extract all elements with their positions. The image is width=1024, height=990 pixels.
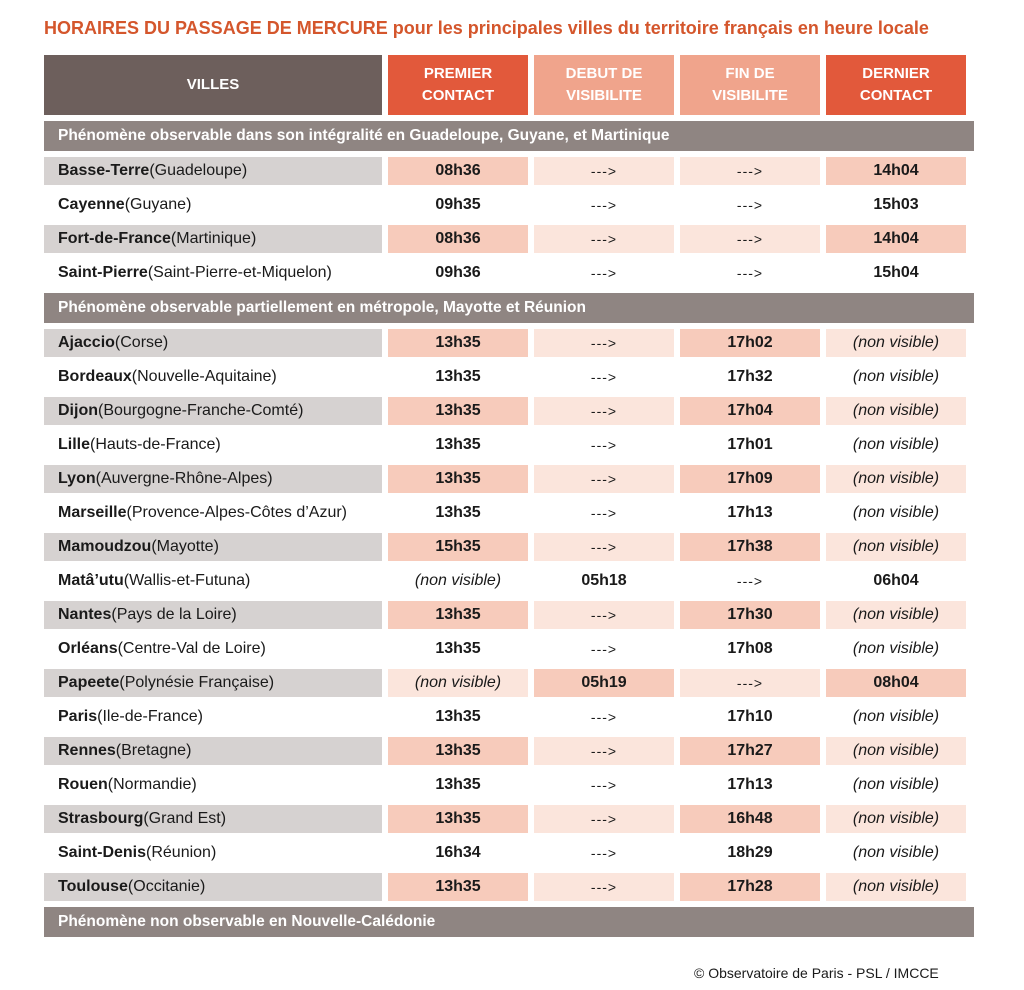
city-cell — [44, 465, 382, 493]
city-cell — [44, 259, 382, 287]
debut-visibilite-cell — [534, 465, 674, 493]
cell-value: ---> — [590, 437, 618, 453]
table-row — [44, 465, 974, 493]
cell-value: (non visible) — [852, 606, 940, 623]
debut-visibilite-cell — [534, 669, 674, 697]
city-region: (Wallis-et-Futuna) — [123, 572, 251, 589]
city-region: (Normandie) — [107, 776, 197, 793]
city-region: (Occitanie) — [127, 878, 206, 895]
fin-visibilite-cell — [680, 567, 820, 595]
city-region: (Martinique) — [170, 230, 257, 247]
fin-visibilite-cell — [680, 771, 820, 799]
cell-value: 05h18 — [581, 572, 627, 589]
fin-visibilite-cell — [680, 157, 820, 185]
cell-value: 13h35 — [435, 368, 481, 385]
dernier-contact-cell — [826, 737, 966, 765]
cell-value: 15h35 — [435, 538, 481, 555]
premier-contact-cell — [388, 703, 528, 731]
cell-value: 13h35 — [435, 436, 481, 453]
premier-contact-cell — [388, 805, 528, 833]
city-cell — [44, 635, 382, 663]
cell-value: 14h04 — [873, 230, 919, 247]
cell-value: 13h35 — [435, 334, 481, 351]
cell-value: 13h35 — [435, 606, 481, 623]
city-name: Nantes — [58, 606, 112, 623]
debut-visibilite-cell — [534, 191, 674, 219]
debut-visibilite-cell — [534, 567, 674, 595]
cell-value: 13h35 — [435, 742, 481, 759]
table-row — [44, 225, 974, 253]
city-cell — [44, 567, 382, 595]
header-premier-contact: PREMIER CONTACT — [388, 55, 528, 115]
copyright-footer: © Observatoire de Paris - PSL / IMCCE — [694, 965, 939, 981]
table-header — [44, 55, 974, 115]
table-row — [44, 703, 974, 731]
cell-value: 17h10 — [727, 708, 773, 725]
fin-visibilite-cell — [680, 431, 820, 459]
premier-contact-cell — [388, 397, 528, 425]
cell-value: ---> — [590, 163, 618, 179]
cell-value: 09h36 — [435, 264, 481, 281]
dernier-contact-cell — [826, 533, 966, 561]
city-name: Mamoudzou — [58, 538, 152, 555]
cell-value: 06h04 — [873, 572, 919, 589]
section-header: Phénomène observable partiellement en métropole, Mayotte et Réunion — [44, 293, 974, 323]
city-region: (Grand Est) — [143, 810, 227, 827]
cell-value: (non visible) — [852, 742, 940, 759]
city-cell — [44, 669, 382, 697]
section-header: Phénomène non observable en Nouvelle-Calédonie — [44, 907, 974, 937]
cell-value: ---> — [736, 163, 764, 179]
premier-contact-cell — [388, 873, 528, 901]
cell-value: (non visible) — [852, 810, 940, 827]
cell-value: 17h38 — [727, 538, 773, 555]
cell-value: ---> — [590, 335, 618, 351]
debut-visibilite-cell — [534, 499, 674, 527]
fin-visibilite-cell — [680, 225, 820, 253]
premier-contact-cell — [388, 567, 528, 595]
dernier-contact-cell — [826, 191, 966, 219]
cell-value: (non visible) — [852, 776, 940, 793]
fin-visibilite-cell — [680, 465, 820, 493]
cell-value: ---> — [590, 811, 618, 827]
debut-visibilite-cell — [534, 397, 674, 425]
fin-visibilite-cell — [680, 703, 820, 731]
title-subtitle: pour les principales villes du territoire français en heure locale — [387, 18, 929, 38]
city-name: Paris — [58, 708, 98, 725]
city-region: (Mayotte) — [151, 538, 219, 555]
debut-visibilite-cell — [534, 635, 674, 663]
city-cell — [44, 329, 382, 357]
cell-value: ---> — [590, 607, 618, 623]
debut-visibilite-cell — [534, 225, 674, 253]
premier-contact-cell — [388, 669, 528, 697]
city-name: Ajaccio — [58, 334, 115, 351]
premier-contact-cell — [388, 363, 528, 391]
cell-value: 17h13 — [727, 776, 773, 793]
dernier-contact-cell — [826, 873, 966, 901]
cell-value: 08h04 — [873, 674, 919, 691]
cell-value: ---> — [736, 573, 764, 589]
header-villes: VILLES — [44, 55, 382, 115]
cell-value: ---> — [736, 265, 764, 281]
premier-contact-cell — [388, 191, 528, 219]
premier-contact-cell — [388, 771, 528, 799]
cell-value: 13h35 — [435, 640, 481, 657]
fin-visibilite-cell — [680, 635, 820, 663]
dernier-contact-cell — [826, 567, 966, 595]
city-cell — [44, 191, 382, 219]
city-cell — [44, 703, 382, 731]
cell-value: (non visible) — [852, 436, 940, 453]
cell-value: ---> — [590, 505, 618, 521]
dernier-contact-cell — [826, 225, 966, 253]
fin-visibilite-cell — [680, 259, 820, 287]
premier-contact-cell — [388, 601, 528, 629]
table-row — [44, 157, 974, 185]
fin-visibilite-cell — [680, 397, 820, 425]
debut-visibilite-cell — [534, 737, 674, 765]
cell-value: ---> — [736, 197, 764, 213]
city-region: (Saint-Pierre-et-Miquelon) — [147, 264, 332, 281]
table-row — [44, 601, 974, 629]
city-region: (Bourgogne-Franche-Comté) — [98, 402, 304, 419]
dernier-contact-cell — [826, 465, 966, 493]
city-cell — [44, 601, 382, 629]
city-region: (Réunion) — [146, 844, 217, 861]
premier-contact-cell — [388, 259, 528, 287]
dernier-contact-cell — [826, 601, 966, 629]
cell-value: 16h48 — [727, 810, 773, 827]
premier-contact-cell — [388, 157, 528, 185]
dernier-contact-cell — [826, 397, 966, 425]
cell-value: ---> — [736, 231, 764, 247]
cell-value: 08h36 — [435, 230, 481, 247]
premier-contact-cell — [388, 533, 528, 561]
cell-value: ---> — [590, 879, 618, 895]
cell-value: 17h32 — [727, 368, 773, 385]
cell-value: (non visible) — [852, 538, 940, 555]
header-dernier-contact: DERNIER CONTACT — [826, 55, 966, 115]
cell-value: ---> — [590, 265, 618, 281]
cell-value: ---> — [590, 471, 618, 487]
city-region: (Polynésie Française) — [119, 674, 275, 691]
cell-value: 17h27 — [727, 742, 773, 759]
cell-value: (non visible) — [852, 708, 940, 725]
cell-value: 16h34 — [435, 844, 481, 861]
table-row — [44, 567, 974, 595]
cell-value: 17h30 — [727, 606, 773, 623]
debut-visibilite-cell — [534, 157, 674, 185]
dernier-contact-cell — [826, 259, 966, 287]
city-name: Basse-Terre — [58, 162, 150, 179]
table-row — [44, 431, 974, 459]
fin-visibilite-cell — [680, 873, 820, 901]
cell-value: 17h02 — [727, 334, 773, 351]
cell-value: 09h35 — [435, 196, 481, 213]
cell-value: 17h08 — [727, 640, 773, 657]
fin-visibilite-cell — [680, 533, 820, 561]
title-main: HORAIRES DU PASSAGE DE MERCURE — [44, 18, 388, 38]
premier-contact-cell — [388, 839, 528, 867]
city-name: Orléans — [58, 640, 118, 657]
city-name: Fort-de-France — [58, 230, 171, 247]
city-name: Rennes — [58, 742, 116, 759]
debut-visibilite-cell — [534, 703, 674, 731]
city-name: Saint-Denis — [58, 844, 147, 861]
city-region: (Bretagne) — [115, 742, 192, 759]
table-row — [44, 363, 974, 391]
city-name: Rouen — [58, 776, 108, 793]
cell-value: (non visible) — [852, 334, 940, 351]
cell-value: 15h04 — [873, 264, 919, 281]
city-name: Strasbourg — [58, 810, 144, 827]
cell-value: 13h35 — [435, 708, 481, 725]
city-name: Papeete — [58, 674, 120, 691]
cell-value: ---> — [590, 845, 618, 861]
cell-value: 13h35 — [435, 776, 481, 793]
cell-value: (non visible) — [852, 470, 940, 487]
dernier-contact-cell — [826, 703, 966, 731]
city-cell — [44, 431, 382, 459]
cell-value: ---> — [736, 675, 764, 691]
header-debut-visibilite: DEBUT DE VISIBILITE — [534, 55, 674, 115]
table-body — [44, 121, 974, 937]
cell-value: 13h35 — [435, 878, 481, 895]
cell-value: 17h04 — [727, 402, 773, 419]
fin-visibilite-cell — [680, 329, 820, 357]
debut-visibilite-cell — [534, 259, 674, 287]
fin-visibilite-cell — [680, 363, 820, 391]
debut-visibilite-cell — [534, 601, 674, 629]
cell-value: (non visible) — [852, 402, 940, 419]
cell-value: (non visible) — [852, 640, 940, 657]
premier-contact-cell — [388, 329, 528, 357]
cell-value: 17h09 — [727, 470, 773, 487]
cell-value: 08h36 — [435, 162, 481, 179]
city-region: (Nouvelle-Aquitaine) — [131, 368, 277, 385]
cell-value: ---> — [590, 641, 618, 657]
cell-value: 13h35 — [435, 470, 481, 487]
fin-visibilite-cell — [680, 737, 820, 765]
table-row — [44, 259, 974, 287]
table-row — [44, 499, 974, 527]
city-cell — [44, 363, 382, 391]
city-name: Saint-Pierre — [58, 264, 148, 281]
dernier-contact-cell — [826, 363, 966, 391]
city-cell — [44, 397, 382, 425]
section-header: Phénomène observable dans son intégralité en Guadeloupe, Guyane, et Martinique — [44, 121, 974, 151]
cell-value: (non visible) — [852, 504, 940, 521]
cell-value: 17h13 — [727, 504, 773, 521]
cell-value: ---> — [590, 743, 618, 759]
cell-value: 13h35 — [435, 810, 481, 827]
city-name: Lyon — [58, 470, 96, 487]
dernier-contact-cell — [826, 805, 966, 833]
city-name: Marseille — [58, 504, 127, 521]
cell-value: 17h01 — [727, 436, 773, 453]
cell-value: ---> — [590, 777, 618, 793]
city-region: (Hauts-de-France) — [90, 436, 221, 453]
city-region: (Guadeloupe) — [149, 162, 248, 179]
dernier-contact-cell — [826, 157, 966, 185]
cell-value: ---> — [590, 369, 618, 385]
dernier-contact-cell — [826, 431, 966, 459]
fin-visibilite-cell — [680, 499, 820, 527]
city-cell — [44, 839, 382, 867]
city-name: Toulouse — [58, 878, 128, 895]
schedule-table — [44, 55, 974, 943]
cell-value: ---> — [590, 539, 618, 555]
city-cell — [44, 805, 382, 833]
table-row — [44, 669, 974, 697]
cell-value: ---> — [590, 231, 618, 247]
city-cell — [44, 157, 382, 185]
cell-value: (non visible) — [852, 878, 940, 895]
table-row — [44, 873, 974, 901]
city-region: (Provence-Alpes-Côtes d’Azur) — [126, 504, 348, 521]
cell-value: 13h35 — [435, 402, 481, 419]
cell-value: (non visible) — [414, 674, 502, 691]
city-region: (Auvergne-Rhône-Alpes) — [95, 470, 273, 487]
table-row — [44, 839, 974, 867]
cell-value: 18h29 — [727, 844, 773, 861]
dernier-contact-cell — [826, 839, 966, 867]
table-row — [44, 397, 974, 425]
city-name: Cayenne — [58, 196, 125, 213]
debut-visibilite-cell — [534, 363, 674, 391]
fin-visibilite-cell — [680, 191, 820, 219]
city-region: (Corse) — [114, 334, 169, 351]
city-region: (Guyane) — [124, 196, 192, 213]
cell-value: ---> — [590, 197, 618, 213]
dernier-contact-cell — [826, 329, 966, 357]
city-region: (Ile-de-France) — [97, 708, 203, 725]
city-cell — [44, 533, 382, 561]
city-cell — [44, 499, 382, 527]
debut-visibilite-cell — [534, 533, 674, 561]
cell-value: 05h19 — [581, 674, 627, 691]
fin-visibilite-cell — [680, 839, 820, 867]
cell-value: 13h35 — [435, 504, 481, 521]
fin-visibilite-cell — [680, 805, 820, 833]
debut-visibilite-cell — [534, 329, 674, 357]
fin-visibilite-cell — [680, 669, 820, 697]
table-row — [44, 329, 974, 357]
city-cell — [44, 873, 382, 901]
cell-value: 14h04 — [873, 162, 919, 179]
dernier-contact-cell — [826, 771, 966, 799]
city-name: Dijon — [58, 402, 98, 419]
city-cell — [44, 771, 382, 799]
dernier-contact-cell — [826, 635, 966, 663]
city-region: (Centre-Val de Loire) — [117, 640, 266, 657]
city-name: Bordeaux — [58, 368, 132, 385]
premier-contact-cell — [388, 499, 528, 527]
city-cell — [44, 225, 382, 253]
table-row — [44, 771, 974, 799]
cell-value: ---> — [590, 709, 618, 725]
premier-contact-cell — [388, 431, 528, 459]
premier-contact-cell — [388, 465, 528, 493]
cell-value: ---> — [590, 403, 618, 419]
cell-value: 17h28 — [727, 878, 773, 895]
fin-visibilite-cell — [680, 601, 820, 629]
debut-visibilite-cell — [534, 873, 674, 901]
cell-value: (non visible) — [852, 368, 940, 385]
city-region: (Pays de la Loire) — [111, 606, 237, 623]
debut-visibilite-cell — [534, 771, 674, 799]
cell-value: (non visible) — [414, 572, 502, 589]
cell-value: 15h03 — [873, 196, 919, 213]
city-name: Matâ’utu — [58, 572, 124, 589]
cell-value: (non visible) — [852, 844, 940, 861]
table-row — [44, 635, 974, 663]
premier-contact-cell — [388, 635, 528, 663]
debut-visibilite-cell — [534, 839, 674, 867]
premier-contact-cell — [388, 225, 528, 253]
table-row — [44, 191, 974, 219]
debut-visibilite-cell — [534, 805, 674, 833]
header-fin-visibilite: FIN DE VISIBILITE — [680, 55, 820, 115]
city-cell — [44, 737, 382, 765]
premier-contact-cell — [388, 737, 528, 765]
debut-visibilite-cell — [534, 431, 674, 459]
city-name: Lille — [58, 436, 91, 453]
table-row — [44, 737, 974, 765]
dernier-contact-cell — [826, 669, 966, 697]
table-row — [44, 533, 974, 561]
dernier-contact-cell — [826, 499, 966, 527]
page-title — [44, 18, 984, 46]
table-row — [44, 805, 974, 833]
